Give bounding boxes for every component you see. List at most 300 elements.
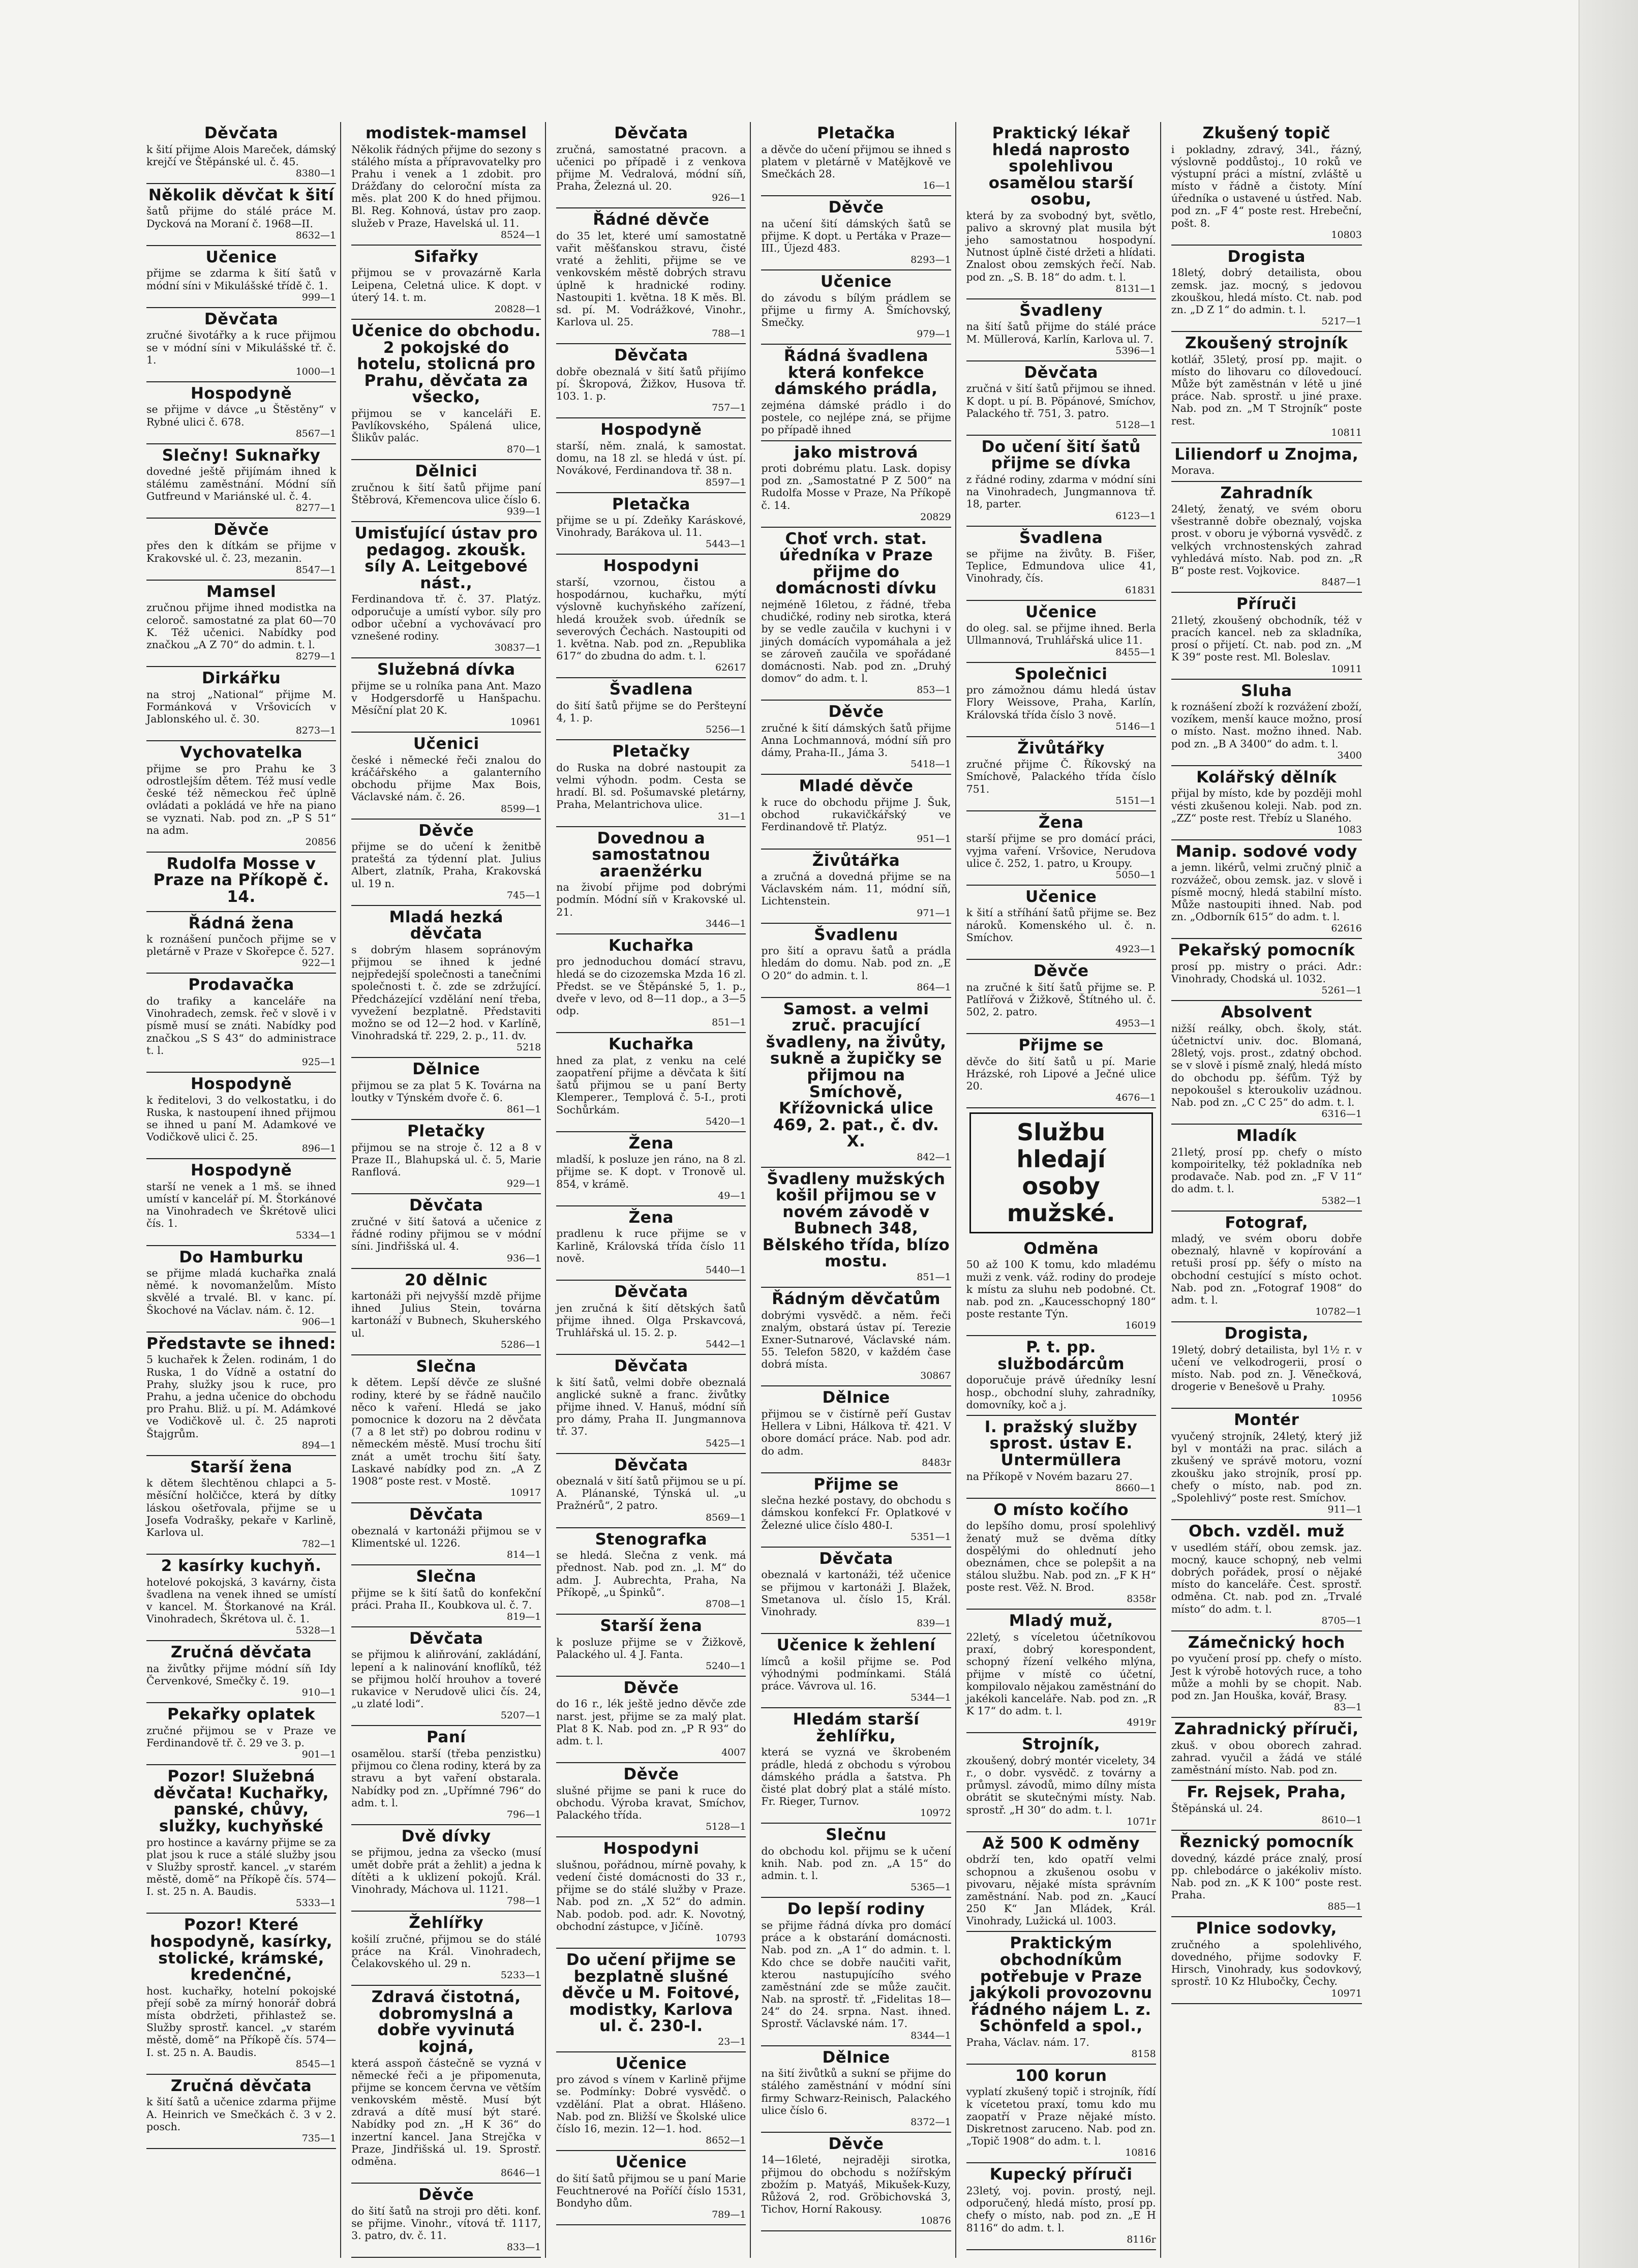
ad-text: přijmou se za plat 5 K. Továrna na loutky v Týnském dvoře č. 6. <box>351 1079 541 1104</box>
ad-heading: Děvčata <box>614 1282 688 1301</box>
classified-ad <box>1171 593 1362 679</box>
ad-heading: Učenici <box>413 735 479 753</box>
ad-code: 8380—1 <box>295 167 337 179</box>
ad-code: 789—1 <box>712 2209 746 2221</box>
classified-ad <box>966 663 1156 737</box>
classified-ad <box>966 1610 1156 1733</box>
ad-code: 5442—1 <box>705 1339 746 1350</box>
ad-text: přijal by místo, kde by později mohl vésti zkušenou koleji. Nab. pod zn. „ZZ“ poste rest. Třebíz u Slaného. <box>1171 787 1362 824</box>
ad-text: k roznášení punčoch přijme se v pletárně v Praze v Skořepce č. 527. <box>146 933 337 958</box>
classified-ad <box>1171 443 1362 482</box>
classified-ad <box>351 1912 541 1986</box>
classified-ad <box>146 246 336 308</box>
ad-code: 757—1 <box>712 402 746 414</box>
ad-heading: Děvčata <box>409 1505 483 1524</box>
classified-ad <box>966 960 1156 1034</box>
ad-heading: Sifařky <box>414 247 479 266</box>
ad-text: s dobrým hlasem sopránovým přijmou se ihned k jedné nejpředejší společnosti a tanečními společnosti t. č. zde se zdržující. Předcházející vzdělání není třeba, vyvežení bezplatně. Představiti možno se od 12—2 hod. v Karlíně, Vinohradská tř. 229, 2. p., 11. dv. <box>351 943 541 1042</box>
ad-code: 4919r <box>1127 1717 1156 1729</box>
ad-text: k šití přijme Alois Mareček, dámský krejčí ve Štěpánské ul. č. 45. <box>146 143 337 168</box>
ad-heading: Děvče <box>214 520 269 539</box>
ad-text: která se vyzná ve škrobeném prádle, hledá z obchodu s výrobou dámského prádla a šatstva. Ph čisté plat dobrý plat a stálé místo. Fr. Rieger, Turnov. <box>761 1746 951 1808</box>
ad-text: nižší reálky, obch. školy, stát. účetnictví univ. doc. Blomaná, 28letý, vojs. prost., zdatný obchod. se v slově i písmě znalý, hledá místo do obchodu pp. šéfům. Týž by nepokoušel s kteroukoliv uzádnou. Nab. pod zn. „C C 25“ do adm. t. l. <box>1171 1022 1362 1109</box>
classified-ad <box>146 1456 336 1555</box>
ad-text: přijme se pro Prahu ke 3 odrostlejším dětem. Též musí vedle české též německou řeč úplně ovládati a pokládá ve hře na piano se vyznati. Nab. pod zn. „P S 51“ na adm. <box>146 762 337 836</box>
classified-ad <box>556 678 746 740</box>
ad-text: z řádné rodiny, zdarma v módní síni na Vinohradech, Jungmannova tř. 18, parter. <box>966 473 1156 510</box>
ad-code: 31—1 <box>718 810 746 822</box>
ad-code: 5128—1 <box>1115 419 1156 431</box>
ad-heading: Mamsel <box>206 582 277 601</box>
ad-text: přijmou se na stroje č. 12 a 8 v Praze II., Blahupská ul. č. 5, Marie Ranflová. <box>351 1141 541 1178</box>
ad-text: pro šití a opravu šatů a prádla hledám do domu. Nab. pod zn. „E O 20“ do admin. t. l. <box>761 945 951 982</box>
ad-text: se přijme mladá kuchařka znalá němé. k novomanželům. Místo skvělé a trvalé. Bl. v kanc. pí. Škochové na Václav. nám. č. 12. <box>146 1267 337 1316</box>
classified-ad <box>761 1824 951 1898</box>
ad-code: 5128—1 <box>705 1821 746 1833</box>
classified-ad <box>146 974 336 1072</box>
ad-text: k šití šatů, velmi dobře obeznalá anglické sukně a franc. živůtky přijme ihned. V. Hanuš, módní síň pro dámy, Praha II. Jungmannova tř. 37. <box>556 1376 746 1438</box>
classified-ad <box>351 733 541 819</box>
ad-heading: Děvče <box>418 821 474 840</box>
ad-text: přijme se zdarma k šití šatů v módní síni v Mikulášské třídě č. 1. <box>146 267 337 292</box>
ad-heading: Švadleny mužských košil přijmou se v novém závodě v Bubnech 348, Bělského třída, blízo mostu. <box>762 1169 950 1271</box>
ad-text: obeznalá v kartonáži, též učenice se přijmou v kartonáži J. Blažek, Smetanova ul. číslo 15, Král. Vinohrady. <box>761 1568 951 1618</box>
classified-ad <box>351 122 541 246</box>
ad-text: 22letý, s víceletou účetníkovou praxí, dobrý korespondent, schopný řízení velkého mlýna, přijme v místě co účetní, kompilovalo nějakou zaměstnání do jakékoli kanceláře. Nab. pod zn. „R K 17“ do adm. t. l. <box>966 1630 1156 1717</box>
classified-ad <box>761 701 951 775</box>
ad-heading: Pletačky <box>407 1122 486 1141</box>
ad-heading: Dělnici <box>415 462 477 481</box>
classified-ad <box>966 1499 1156 1610</box>
ad-code: 8610—1 <box>1321 1814 1362 1826</box>
classified-ad <box>1171 1212 1362 1323</box>
ad-text: na učení šití dámských šatů se přijme. K dopt. u Pertáka v Praze—III., Újezd 483. <box>761 217 951 255</box>
ad-text: pro hostince a kavárny přijme se za plat jsou k ruce a stálé služby jsou v Služby sprostř. kancel. „v starém městě, domě“ na Příkopě čís. 574—I. st. 25 n. A. Baudis. <box>146 1836 337 1898</box>
ad-heading: Fr. Rejsek, Praha, <box>1187 1783 1347 1802</box>
ad-heading: Paní <box>426 1728 466 1747</box>
ad-text: na stroj „National“ přijme M. Formánková v Vršovicích v Jablonského ul. č. 30. <box>146 688 337 725</box>
ad-heading: Odměna <box>1023 1239 1099 1258</box>
ad-heading: Prodavačka <box>188 976 294 994</box>
ad-code: 951—1 <box>917 833 951 844</box>
ad-text: jen zručná k šití dětských šatů přijme ihned. Olga Prskavcová, Truhlářská ul. 15. 2. p. <box>556 1302 746 1339</box>
ad-text: vyplatí zkušený topič i strojník, řídí k vícetetou praxí, tomu kdo mu zaopatří v Praze nějaké místo. Diskretnost zaruceno. Nab. pod zn. „Topič 1908“ do adm. t. l. <box>966 2085 1156 2148</box>
ad-heading: Stenografka <box>595 1530 708 1549</box>
ad-text: děvče do šití šatů u pí. Marie Hrázské, roh Lipové a Ječné ulice 20. <box>966 1055 1156 1093</box>
ad-heading: Švadlenu <box>814 925 898 944</box>
ad-code: 8599—1 <box>500 803 541 814</box>
ad-text: na živůtky přijme módní síň Idy Červenkové, Smečky č. 19. <box>146 1662 337 1687</box>
classified-ad <box>351 1120 541 1194</box>
ad-text: do lepšího domu, prosí spolehlivý ženatý muž se dvěma dítky dospělými do ohlednutí jeho obeznámen, chce se polepšit a na stálou službu. Nab. pod zn. „F K H“ poste rest. Věž. N. Brod. <box>966 1520 1156 1594</box>
classified-ad <box>146 1246 336 1333</box>
ad-text: k roznášení zboží k rozvážení zboží, vozíkem, menší kauce možno, prosí o místo. Nast. možno ihned. Nab. pod zn. „B A 3400“ do adm. t. l. <box>1171 701 1362 750</box>
classified-ad <box>556 208 746 344</box>
ad-code: 5382—1 <box>1321 1195 1362 1206</box>
classified-ad <box>556 493 746 555</box>
ad-code: 62616 <box>1331 923 1362 934</box>
ad-heading: Švadlena <box>609 680 693 699</box>
ad-text: zručné přijme Č. Říkovský na Smíchově, Palackého třída číslo 751. <box>966 758 1156 795</box>
classified-ad <box>966 1237 1156 1336</box>
ad-code: 1071r <box>1127 1816 1156 1827</box>
ad-text: do trafiky a kanceláře na Vinohradech, zemsk. řeč v slově i v písmě musí se znáti. Nabídky pod značkou „S S 43“ do administrace t. l. <box>146 995 337 1056</box>
ad-heading: Drogista <box>1227 247 1306 266</box>
ad-heading: Manip. sodové vody <box>1175 842 1357 861</box>
ad-text: v usedlém stáří, obou zemsk. jaz. mocný, kauce schopný, neb velmi dobrých pořádek, prosí o nějaké místo do kanceláře. Čest. sprostř. odměna. Ct. nab. pod zn. „Trvalé místo“ do adm. t. l. <box>1171 1541 1362 1615</box>
ad-heading: Dirkářku <box>201 669 281 688</box>
ad-text: do šití šatů na stroji pro děti. konf. se přijme. Vinohr., vítová tř. 1117, 3. patro, dv. č. 11. <box>351 2204 541 2242</box>
ad-heading: Živůtářky <box>1017 739 1105 758</box>
ad-heading: Učenice <box>1025 887 1097 906</box>
classified-ad <box>1171 1917 1362 2004</box>
ad-heading: Slečna <box>416 1357 476 1376</box>
ad-text: dovedné ještě přijímám ihned k stálému zaměstnání. Módní síň Gutfreund v Mariánské ul. č. 4. <box>146 465 337 502</box>
ad-text: obdrží ten, kdo opatří velmi schopnou a zkušenou osobu v pivovaru, nějaké místa správním zaměstnání. Nab. pod zn. „Kaucí 250 K“ Jan Mládek, Král. Vinohrady, Lužická ul. 1003. <box>966 1853 1156 1927</box>
classified-ad <box>146 1641 336 1703</box>
ad-text: se přijmou k aliňrování, zakládání, lepení a k nalinování knoflíků, též se přijmou holčí hrouhov a toveré rukavice v Nerudově ulici čís. 24, „u zlaté lodi“. <box>351 1648 541 1710</box>
ad-text: pradlenu k ruce přijme se v Karlině, Královská třída číslo 11 nově. <box>556 1227 746 1264</box>
ad-text: zejména dámské prádlo i do postele, co nejlépe zná, se přijme po případě ihned <box>761 399 951 436</box>
ad-text: Morava. <box>1171 464 1215 477</box>
column-2 <box>347 122 546 2258</box>
ad-text: 14—16leté, nejraději sirotka, přijmou do obchodu s nožířským zbožím p. Matyáš, Mikušek-Kuzy, Růžová 2, rod. Gröbichovská 3, Tichov, Horní Rakousy. <box>761 2154 951 2216</box>
ad-code: 839—1 <box>917 1618 951 1629</box>
classified-ad <box>966 527 1156 601</box>
ad-heading: Kolářský dělník <box>1196 768 1337 787</box>
ad-heading: Plnice sodovky, <box>1196 1919 1337 1938</box>
ad-heading: Představte se ihned: <box>146 1334 337 1353</box>
ad-heading: Několik děvčat k šití <box>148 186 335 204</box>
ad-heading: Živůtářka <box>812 851 900 870</box>
ad-text: zkoušený, dobrý montér vicelety, 34 r., o dobr. vysvědč. z továrny a průmysl. závodů, mimo dílny místa obrátit se skutečnými místy. Nab. sprostř. „H 30“ do adm. t. l. <box>966 1754 1156 1816</box>
ad-text: Ferdinandova tř. č. 37. Platýz. odporučuje a umístí vybor. síly pro odbor učební a vychovávací pro vznešené rodiny. <box>351 593 541 642</box>
classified-ad <box>966 1733 1156 1832</box>
classified-ad <box>556 1763 746 1837</box>
ad-heading: Hospodyně <box>190 1161 292 1180</box>
ad-text: zručného a spolehlivého, dovedného, přijme sodovky F. Hirsch, Vinohrady, kus sodovkový, sprostř. 10 Kz Hlubočky, Čechy. <box>1171 1938 1362 1988</box>
classified-ad <box>351 320 541 460</box>
ad-code: 979—1 <box>917 328 951 340</box>
ad-heading: 20 dělnic <box>405 1271 488 1289</box>
ad-heading: Zámečnický hoch <box>1188 1633 1345 1652</box>
ad-heading: Až 500 K odměny <box>982 1834 1140 1853</box>
classified-ad <box>146 308 336 382</box>
ad-heading: Praktickým obchodníkům potřebuje v Praze jakýkoli provozovnu řádného nájem L. z. Schönfeld a spol., <box>969 1934 1152 2036</box>
ad-heading: Učenice k žehlení <box>776 1636 936 1655</box>
ad-heading: Vychovatelka <box>180 743 303 762</box>
classified-ad <box>146 1914 336 2074</box>
ad-heading: Dělnice <box>822 1388 890 1407</box>
ad-text: se přijme v dávce „u Štěstěny“ v Rybné ulici č. 678. <box>146 403 337 428</box>
ad-text: do závodu s bílým prádlem se přijme u firmy A. Šmíchovský, Smečky. <box>761 291 951 329</box>
classified-ad <box>556 1677 746 1763</box>
ad-code: 8158 <box>1131 2048 1156 2060</box>
classified-columns <box>142 122 1571 2253</box>
ad-code: 10876 <box>920 2215 951 2227</box>
ad-code: 8116r <box>1127 2233 1156 2245</box>
ad-text: se přijme řádná dívka pro domácí práce a k obstarání domácnosti. Nab. pod zn. „A 1“ do admin. t. l. Kdo chce se dobře naučiti vařit, kterou nastupujícího svého zaměstnání zde se může zaučit. Nab. na sprostř. tř. „Fidelitas 18—24“ do 24. srpna. Nast. ihned. Sprostř. Václavské nám. 17. <box>761 1919 951 2030</box>
ad-code: 735—1 <box>301 2132 337 2144</box>
classified-ad <box>1171 1631 1362 1718</box>
ad-heading: Řádná žena <box>188 914 294 932</box>
ad-code: 885—1 <box>1327 1901 1362 1913</box>
ad-code: 853—1 <box>917 684 951 696</box>
classified-ad <box>351 820 541 906</box>
ad-text: přes den k dítkám se přijme v Krakovské ul. č. 23, mezanin. <box>146 539 337 564</box>
ad-heading: Učenice do obchodu. 2 pokojské do hotelu, stolicná pro Prahu, děvčata za všecko, <box>351 321 541 407</box>
classified-ad <box>146 1555 336 1641</box>
classified-ad <box>146 382 336 444</box>
ad-text: kotlář, 35letý, prosí pp. majit. o místo do lihovaru co dílovedoucí. Může být zaměstnán v létě u jiné práce. Nab. sprostř. u jiné praxe. Nab. pod zn. „M T Strojník“ poste rest. <box>1171 353 1362 427</box>
classified-ad <box>966 886 1156 960</box>
ad-text: slečna hezké postavy, do obchodu s dámskou konfekcí Fr. Oplatkové v Železné ulice číslo 480-I. <box>761 1494 951 1531</box>
ad-heading: Děvčata <box>819 1549 893 1568</box>
ad-text: hned za plat, z venku na celé zaopatření přijme a děvčata k šití šatů přijmou se u paní Berty Klemperer., Templová č. 5-I., proti Sochůrkám. <box>556 1054 746 1116</box>
classified-ad <box>761 1898 951 2046</box>
classified-ad <box>1171 332 1362 443</box>
classified-ad <box>761 196 951 270</box>
ad-text: hotelové pokojská, 3 kavárny, čista švadlena na venek ihned se umístí v kancel. M. Štorkanové na Král. Vinohradech, Škrétova ul. č. 1. <box>146 1576 337 1625</box>
ad-heading: Pozor! Služebná děvčata! Kuchařky, panské, chůvy, služky, kuchyňské <box>154 1767 329 1835</box>
ad-text: která asspoň částečně se vyzná v německé řeči a je připomenuta, přijme se koncem června ve větším venkovském městě. Musí být zdravá a dítě musí být staré. Nabídky pod zn. „H K 36“ do inzertní kancel. Jana Strejčka v Praze, Jindřišská ul. 19. Sprostř. odměna. <box>351 2057 541 2167</box>
classified-ad <box>966 2163 1156 2250</box>
ad-heading: Praktický lékař hledá naprosto spolehlivou osamělou starší osobu, <box>988 124 1134 209</box>
ad-text: starší přijme se pro domácí práci, vyjma vaření. Vršovice, Nerudova ulice č. 252, 1. patro, u Kroupy. <box>966 832 1156 869</box>
ad-code: 8569—1 <box>705 1511 746 1523</box>
ad-code: 5261—1 <box>1321 985 1362 996</box>
classified-ad <box>761 1548 951 1634</box>
classified-ad <box>966 299 1156 361</box>
ad-text: do 35 let, které umí samostatně vařit měšťanskou stravu, čisté vraté a žehliti, přijme se ve venkovském městě dobrých stravu úplně k hradnické rodiny. Nastoupiti 1. května. 18 K měs. Bl. sd. pí. M. Vodrážkové, Vinohr., Karlova ul. 25. <box>556 229 746 328</box>
ad-heading: Děvčata <box>614 124 688 142</box>
classified-ad <box>351 1627 541 1726</box>
classified-ad <box>556 1033 746 1132</box>
classified-ad <box>1171 1001 1362 1125</box>
ad-heading: Umisťující ústav pro pedagog. zkoušk. síly A. Leitgebové nást., <box>354 524 538 592</box>
ad-heading: Kuchařka <box>608 1035 694 1054</box>
ad-code: 10811 <box>1331 427 1362 438</box>
ad-text: 5 kuchařek k Želen. rodinám, 1 do Ruska, 1 do Vídně a ostatní do Prahy, služky jsou k ruce, pro Prahu, a jedna učenice do obchodu pro Prahu. Bliž. u pí. M. Adámkové ve Vodičkově ul. č. 25 naproti Štajgrům. <box>146 1353 337 1440</box>
ad-text: se přijmou, jedna za všecko (musí umět dobře prát a žehlit) a jedna k dítěti a k uklizení pokojů. Král. Vinohrady, Máchova ul. 1121. <box>351 1846 541 1896</box>
ad-code: 971—1 <box>917 907 951 919</box>
classified-ad <box>966 122 1156 299</box>
ad-code: 8660—1 <box>1115 1482 1156 1494</box>
ad-code: 8293—1 <box>911 254 951 266</box>
ad-code: 896—1 <box>301 1143 337 1155</box>
ad-text: k ruce do obchodu přijme J. Šuk, obchod rukavičkářský ve Ferdinandově tř. Platýz. <box>761 796 951 833</box>
classified-ad <box>1171 246 1362 332</box>
ad-heading: Dovednou a samostatnou araenžérku <box>592 829 711 881</box>
ad-text: do oleg. sal. se přijme ihned. Berla Ullmannová, Truhlářská ulice 11. <box>966 622 1156 647</box>
ad-text: zručná, samostatné pracovn. a učenici po případě i z venkova přijme M. Vedralová, módní síň, Praha, Železná ul. 20. <box>556 143 746 193</box>
ad-code: 5151—1 <box>1115 795 1156 806</box>
ad-code: 906—1 <box>301 1316 337 1327</box>
classified-ad <box>1171 1520 1362 1631</box>
classified-ad <box>761 850 951 924</box>
ad-text: přijme se k šití šatů do konfekční práci. Praha II., Koubkova ul. č. 7. <box>351 1586 541 1611</box>
classified-ad <box>761 528 951 701</box>
ad-text: pro zámožnou dámu hledá ústav Flory Weissove, Praha, Karlín, Královská třída číslo 3 nově. <box>966 684 1156 721</box>
ad-code: 8372—1 <box>911 2116 951 2128</box>
classified-ad <box>1171 1718 1362 1781</box>
ad-heading: Učenice <box>615 2054 687 2073</box>
ad-text: do 16 r., lék ještě jedno děvče zde narst. jest, přijme se za malý plat. Plat 8 K. Nab. pod zn. „P R 93“ do adm. t. l. <box>556 1698 746 1747</box>
ad-text: dovedný, kázdé práce znalý, prosí pp. chlebodárce o jakékoliv místo. Nab. pod zn. „K K 100“ poste rest. Praha. <box>1171 1852 1362 1901</box>
section-heading: Službu hledají osoby mužské. <box>969 1112 1153 1233</box>
ad-code: 5286—1 <box>500 1339 541 1350</box>
ad-code: 10917 <box>510 1487 541 1499</box>
ad-code: 8279—1 <box>295 651 337 662</box>
ad-heading: Učenice <box>205 248 277 266</box>
ad-text: dobrými vysvědč. a něm. řeči znalým, obstará ústav pí. Terezie Exner-Sutnarové, Václavské nám. 55. Telefon 5820, v každém čase dobrá místa. <box>761 1309 951 1371</box>
ad-heading: Učenice <box>615 2153 687 2172</box>
classified-ad <box>556 934 746 1033</box>
ad-code: 61831 <box>1125 584 1156 596</box>
ad-code: 16019 <box>1125 1320 1156 1332</box>
classified-ad <box>761 1473 951 1548</box>
ad-code: 5420—1 <box>705 1115 746 1127</box>
ad-code: 16—1 <box>923 180 951 192</box>
ad-code: 926—1 <box>712 192 746 204</box>
ad-heading: Obch. vzděl. muž <box>1188 1522 1345 1541</box>
classified-ad <box>966 737 1156 811</box>
classified-ad <box>351 246 541 320</box>
classified-ad <box>1171 766 1362 840</box>
ad-code: 20829 <box>920 511 951 523</box>
classified-ad <box>556 1206 746 1281</box>
ad-text: zručné k šití dámských šatů přijme Anna Lochmannová, módní síň pro dámy, Praha-II., Jáma 3. <box>761 721 951 759</box>
classified-ad <box>351 522 541 658</box>
ad-heading: Řádným děvčatům <box>772 1289 941 1308</box>
classified-ad <box>146 1765 336 1914</box>
classified-ad <box>1171 1322 1362 1409</box>
ad-heading: Hledám starší žehlířku, <box>793 1710 920 1745</box>
ad-heading: Pletačka <box>612 495 690 513</box>
ad-code: 10961 <box>510 716 541 728</box>
ad-heading: Řádná švadlena která konfekce dámského prádla, <box>774 347 938 399</box>
ad-text: se přijme na živůty. B. Fišer, Teplice, Edmundova ulice 41, Vinohrady, čís. <box>966 548 1156 585</box>
ad-code: 4953—1 <box>1115 1018 1156 1030</box>
ad-heading: Děvče <box>828 198 884 217</box>
ad-code: 8524—1 <box>500 229 541 240</box>
ad-text: zručné v šití šatová a učenice z řádné rodiny přijmou se v módní síni. Jindřišská ul. 4. <box>351 1216 541 1253</box>
ad-code: 796—1 <box>506 1808 541 1820</box>
ad-heading: Samost. a velmi zruč. pracující švadleny, na živůty, sukně a župičky se přijmou na Smíchově, Křížovnická ulice 469, 2. pat., č. dv. X. <box>766 1000 947 1151</box>
classified-ad <box>966 1932 1156 2064</box>
ad-code: 83—1 <box>1333 1702 1362 1713</box>
ad-heading: Děvče <box>623 1678 679 1697</box>
ad-code: 911—1 <box>1327 1504 1362 1516</box>
ad-text: mladý, ve svém oboru dobře obeznalý, hlavně v kopírování a retuši prosí pp. šéfy o místo na obchodní cestující s místo ochot. Nab. pod zn. „Fotograf 1908“ do adm. t. l. <box>1171 1232 1362 1306</box>
ad-heading: Slečna <box>416 1567 476 1586</box>
column-6 <box>1167 122 1366 2258</box>
ad-text: se hledá. Slečna z venk. má přednost. Nab. pod zn. „l. M“ do adm. J. Aubrechta, Praha, Na Příkopě, „u Špinků“. <box>556 1549 746 1598</box>
ad-heading: Starší žena <box>190 1458 292 1476</box>
ad-text: doporučuje právě úředníky lesní hosp., obchodní sluhy, zahradníky, domovníky, koč a j. <box>966 1374 1156 1411</box>
ad-text: do šití šatů přijmou se u paní Marie Feuchtnerové na Poříčí číslo 1531, Bondyho dům. <box>556 2172 746 2210</box>
classified-ad <box>556 122 746 208</box>
ad-code: 10956 <box>1331 1393 1362 1404</box>
ad-code: 8547—1 <box>295 564 337 576</box>
ad-code: 5443—1 <box>705 538 746 550</box>
ad-heading: Děvče <box>623 1765 679 1784</box>
ad-code: 5440—1 <box>705 1264 746 1276</box>
ad-heading: Děvče <box>1033 962 1089 981</box>
ad-text: na šití živůtků a sukní se přijme do stálého zaměstnání v módní síni firmy Schwarz-Reinisch, Palackého ulice číslo 6. <box>761 2067 951 2116</box>
ad-heading: Mladík <box>1236 1127 1297 1145</box>
classified-ad <box>556 2052 746 2151</box>
ad-code: 8708—1 <box>705 1598 746 1610</box>
classified-ad <box>761 998 951 1168</box>
ad-code: 5050—1 <box>1115 869 1156 881</box>
classified-ad <box>556 1454 746 1528</box>
ad-text: límců a košil přijme se. Pod výhodnými podmínkami. Stálá práce. Vávrova ul. 16. <box>761 1655 951 1692</box>
ad-code: 5351—1 <box>911 1531 951 1543</box>
ad-heading: Děvče <box>828 2134 884 2153</box>
classified-ad <box>556 1355 746 1454</box>
ad-heading: Příruči <box>1236 595 1297 614</box>
ad-code: 10782—1 <box>1315 1306 1362 1318</box>
ad-text: obeznalá v kartonáži přijmou se v Klimentské ul. 1226. <box>351 1524 541 1549</box>
ad-text: k šití šatů a učenice zdarma přijme A. Heinrich ve Smečkách č. 3 v 2. posch. <box>146 2096 337 2133</box>
ad-text: 24letý, ženatý, ve svém oboru všestranně dobře obeznalý, vojska prost. v oboru je výborná vysvědč. z velkých vrchnostenských zahrad vyhledává místo. Nab. pod zn. „R B“ poste rest. Vojkovice. <box>1171 503 1362 577</box>
classified-ad <box>556 344 746 418</box>
ad-heading: Slečny! Suknařky <box>162 446 321 465</box>
ad-text: a děvče do učení přijmou se ihned s platem v pletárně v Matějkově ve Smečkách 28. <box>761 143 951 180</box>
classified-ad <box>556 740 746 827</box>
ad-text: zkuš. v obou oborech zahrad. zahrad. vyučil a žádá ve stálé zaměstnání místo. Nab. pod zn. <box>1171 1739 1362 1776</box>
ad-text: i pokladny, zdravý, 34l., řázný, výslovně poddůstoj., 10 roků ve výstupní práci a místní, zvláště u místo v řádně a čistoty. Míní úředníka o ustavené u ústřed. Nab. pod zn. „F 4“ poste rest. Hrebeční, pošt. 8. <box>1171 143 1362 229</box>
ad-code: 10911 <box>1331 663 1362 675</box>
ad-heading: Švadlena <box>1019 528 1103 547</box>
ad-text: na zručné k šití šatů přijme se. P. Patlířová v Žižkově, Štítného ul. č. 502, 2. patro. <box>966 981 1156 1018</box>
ad-heading: Děvče <box>418 2186 474 2204</box>
ad-text: zručnou k šití šatů přijme paní Štěbrová, Křemencova ulice číslo 6. <box>351 481 541 506</box>
ad-code: 6316—1 <box>1321 1108 1362 1120</box>
classified-ad <box>351 1194 541 1268</box>
ad-text: šatů přijme do stálé práce M. Dycková na Moraní č. 1968—II. <box>146 205 337 230</box>
ad-heading: Hospodyně <box>600 420 702 439</box>
ad-text: Několik řádných přijme do sezony s stálého místa a přípravovatelky pro Prahu i venek a 1 zdobit. pro Drážďany do celoroční místa za měs. plat 200 K do hned přijmou. Bl. Reg. Kohnová, ústav pro zaop. služeb v Praze, Havelská ul. 11. <box>351 143 541 229</box>
ad-heading: Rudolfa Mosse v Praze na Příkopě č. 14. <box>153 854 329 906</box>
ad-code: 8597—1 <box>705 476 746 488</box>
ad-code: 4676—1 <box>1115 1092 1156 1104</box>
ad-code: 939—1 <box>506 506 541 518</box>
classified-ad <box>761 1708 951 1824</box>
ad-heading: Hospodyně <box>190 1074 292 1093</box>
ad-heading: Děvčata <box>614 346 688 365</box>
classified-ad <box>761 1634 951 1708</box>
ad-code: 936—1 <box>506 1252 541 1264</box>
ad-code: 5418—1 <box>911 759 951 770</box>
ad-text: starší ne venek a 1 mš. se ihned umístí v kancelář pí. M. Štorkánové na Vinohradech ve Škrétově ulici čís. 1. <box>146 1180 337 1230</box>
ad-heading: Do učení přijme se bezplatně slušné děvče u M. Foitové, modistky, Karlova ul. č. 230-I. <box>562 1950 741 2036</box>
ad-heading: jako mistrová <box>794 443 918 462</box>
ad-code: 8545—1 <box>295 2058 337 2070</box>
ad-code: 788—1 <box>712 328 746 340</box>
ad-heading: Strojník, <box>1022 1735 1101 1754</box>
ad-heading: 2 kasírky kuchyň. <box>161 1557 322 1576</box>
classified-ad <box>761 122 951 196</box>
ad-heading: Dělnice <box>822 2048 890 2067</box>
classified-ad <box>966 1416 1156 1499</box>
column-4 <box>757 122 956 2258</box>
classified-ad <box>966 1832 1156 1932</box>
classified-ad <box>146 1073 336 1159</box>
ad-heading: O místo kočího <box>993 1500 1129 1519</box>
ad-text: přijme se u rolníka pana Ant. Mazo v Hodgersdorfě u Hanšpachu. Měsíční plat 20 K. <box>351 679 541 717</box>
